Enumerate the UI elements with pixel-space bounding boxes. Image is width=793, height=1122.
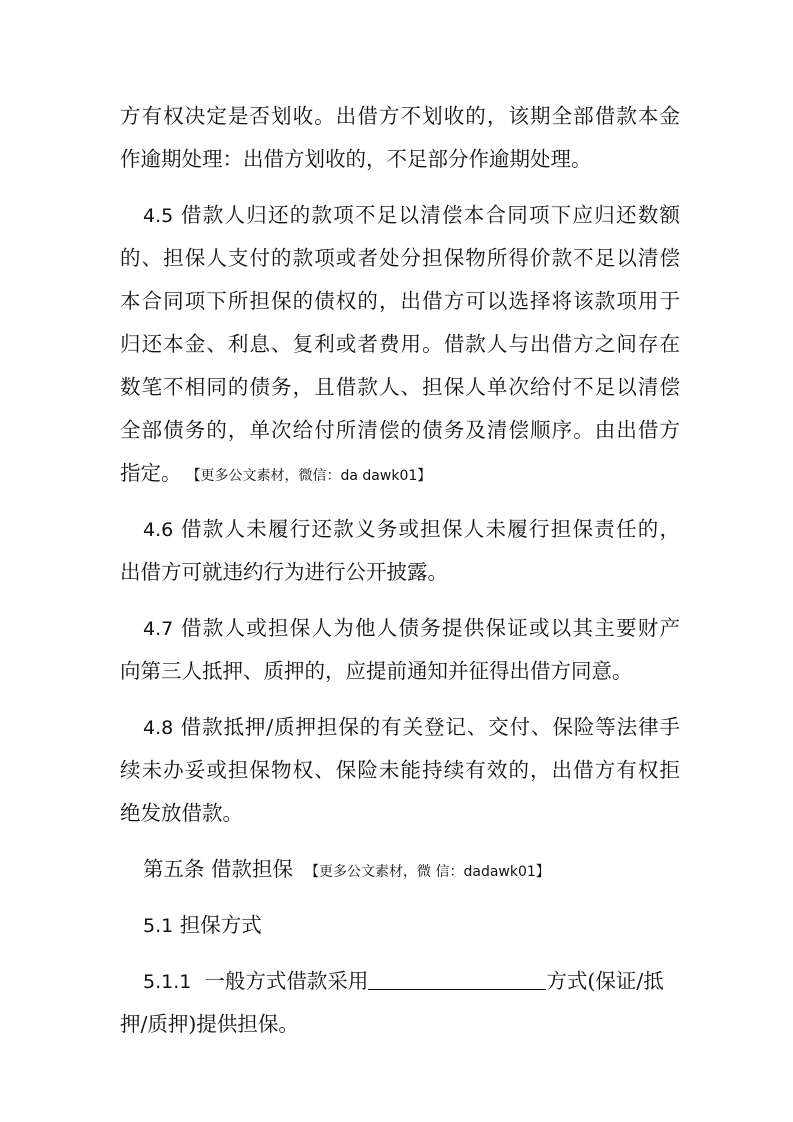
paragraph-line: 归还本金、利息、复利或者费用。借款人与出借方之间存在 — [120, 332, 680, 356]
article-5-heading: 第五条 借款担保 【更多公文素材，微 信：dadawk01】 — [143, 857, 550, 881]
paragraph-line: 数笔不相同的债务，且借款人、担保人单次给付不足以清偿 — [120, 375, 680, 399]
paragraph-line: 全部债务的，单次给付所清偿的债务及清偿顺序。由出借方 — [120, 418, 680, 442]
paragraph-line: 出借方可就违约行为进行公开披露。 — [120, 560, 448, 584]
clause-number: 5.1.1 — [143, 971, 192, 993]
clause-number: 4.6 — [143, 519, 174, 541]
paragraph-line: 的、担保人支付的款项或者处分担保物所得价款不足以清偿 — [120, 246, 680, 270]
clause-4-8: 4.8 借款抵押/质押担保的有关登记、交付、保险等法律手 — [143, 715, 680, 739]
paragraph-line: 本合同项下所担保的债权的，出借方可以选择将该款项用于 — [120, 289, 680, 313]
clause-4-5: 4.5 借款人归还的款项不足以清偿本合同项下应归还数额 — [143, 203, 680, 227]
paragraph-line: 作逾期处理：出借方划收的，不足部分作逾期处理。 — [120, 147, 592, 171]
clause-5-1: 5.1 担保方式 — [143, 913, 262, 937]
paragraph-line: 续未办妥或担保物权、保险未能持续有效的，出借方有权拒 — [120, 758, 680, 782]
clause-number: 5.1 — [143, 915, 174, 937]
clause-5-1-1: 5.1.1 一般方式借款采用 方式(保证/抵 — [143, 969, 664, 993]
watermark-note: 【更多公文素材，微信：da dawk01】 — [193, 468, 432, 484]
paragraph-line: 向第三人抵押、质押的，应提前通知并征得出借方同意。 — [120, 659, 633, 683]
paragraph-line: 方有权决定是否划收。出借方不划收的，该期全部借款本金 — [120, 104, 680, 128]
clause-number: 4.7 — [143, 618, 174, 640]
fill-in-blank[interactable] — [368, 971, 546, 990]
clause-4-7: 4.7 借款人或担保人为他人债务提供保证或以其主要财产 — [143, 616, 680, 640]
clause-4-6: 4.6 借款人未履行还款义务或担保人未履行担保责任的， — [143, 517, 680, 541]
watermark-note: 【更多公文素材，微 信：dadawk01】 — [305, 864, 550, 880]
paragraph-line: 绝发放借款。 — [120, 801, 243, 825]
paragraph-line: 押/质押)提供担保。 — [120, 1012, 299, 1036]
clause-number: 4.8 — [143, 717, 174, 739]
clause-number: 4.5 — [143, 205, 174, 227]
paragraph-line: 指定。 【更多公文素材，微信：da dawk01】 — [120, 461, 432, 485]
